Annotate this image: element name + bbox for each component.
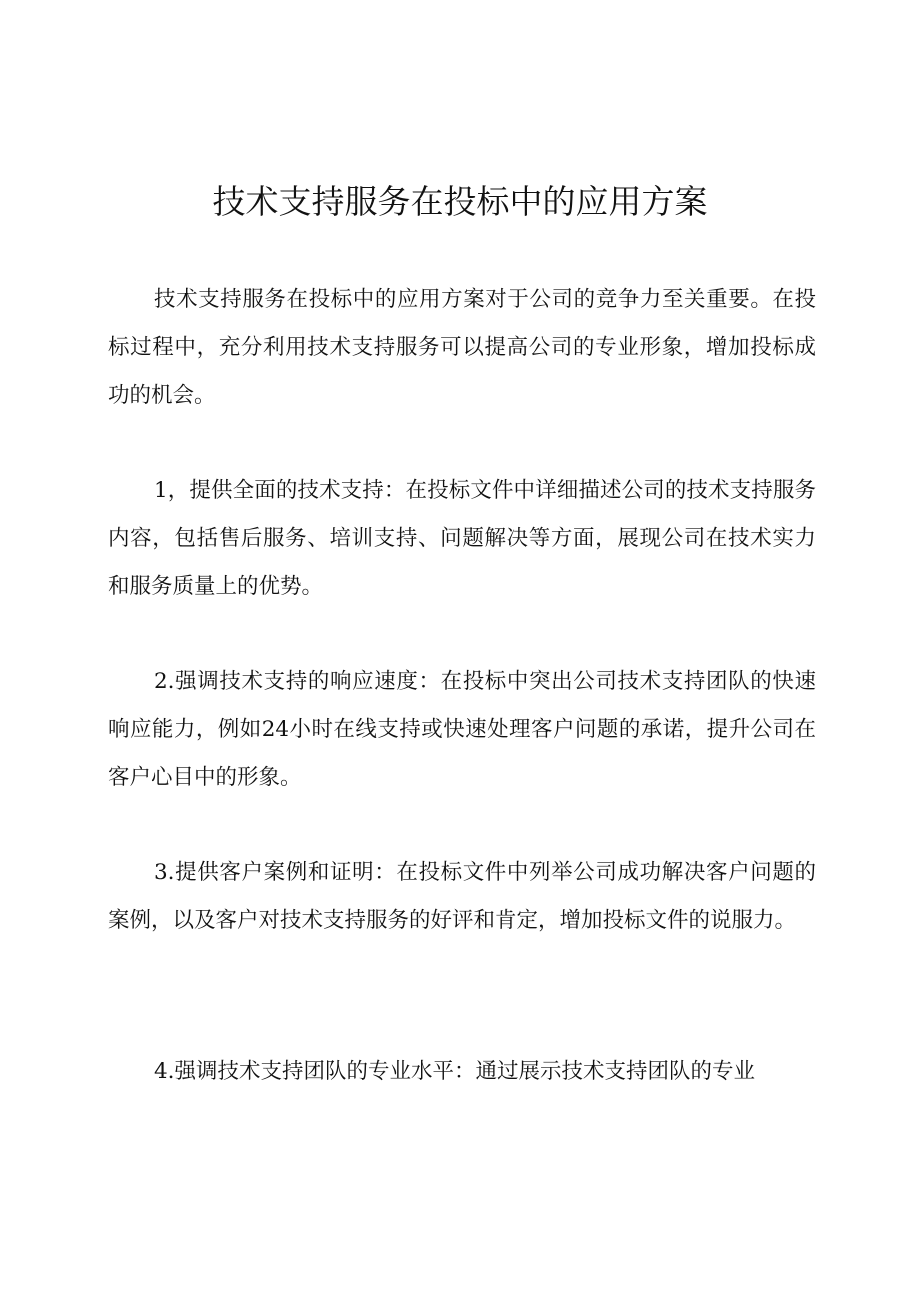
point-1-paragraph: 1，提供全面的技术支持：在投标文件中详细描述公司的技术支持服务内容，包括售后服务、培训支持、问题解决等方面，展现公司在技术实力和服务质量上的优势。 — [108, 478, 816, 599]
point-3-paragraph: 3.提供客户案例和证明：在投标文件中列举公司成功解决客户问题的案例，以及客户对技术支持服务的好评和肯定，增加投标文件的说服力。 — [108, 860, 816, 933]
intro-paragraph: 技术支持服务在投标中的应用方案对于公司的竞争力至关重要。在投标过程中，充分利用技术支持服务可以提高公司的专业形象，增加投标成功的机会。 — [108, 287, 816, 408]
point-4-paragraph: 4.强调技术支持团队的专业水平：通过展示技术支持团队的专业 — [154, 1059, 756, 1084]
document-title: 技术支持服务在投标中的应用方案 — [212, 182, 708, 221]
point-2-paragraph: 2.强调技术支持的响应速度：在投标中突出公司技术支持团队的快速响应能力，例如24小时在线支持或快速处理客户问题的承诺，提升公司在客户心目中的形象。 — [108, 669, 816, 790]
